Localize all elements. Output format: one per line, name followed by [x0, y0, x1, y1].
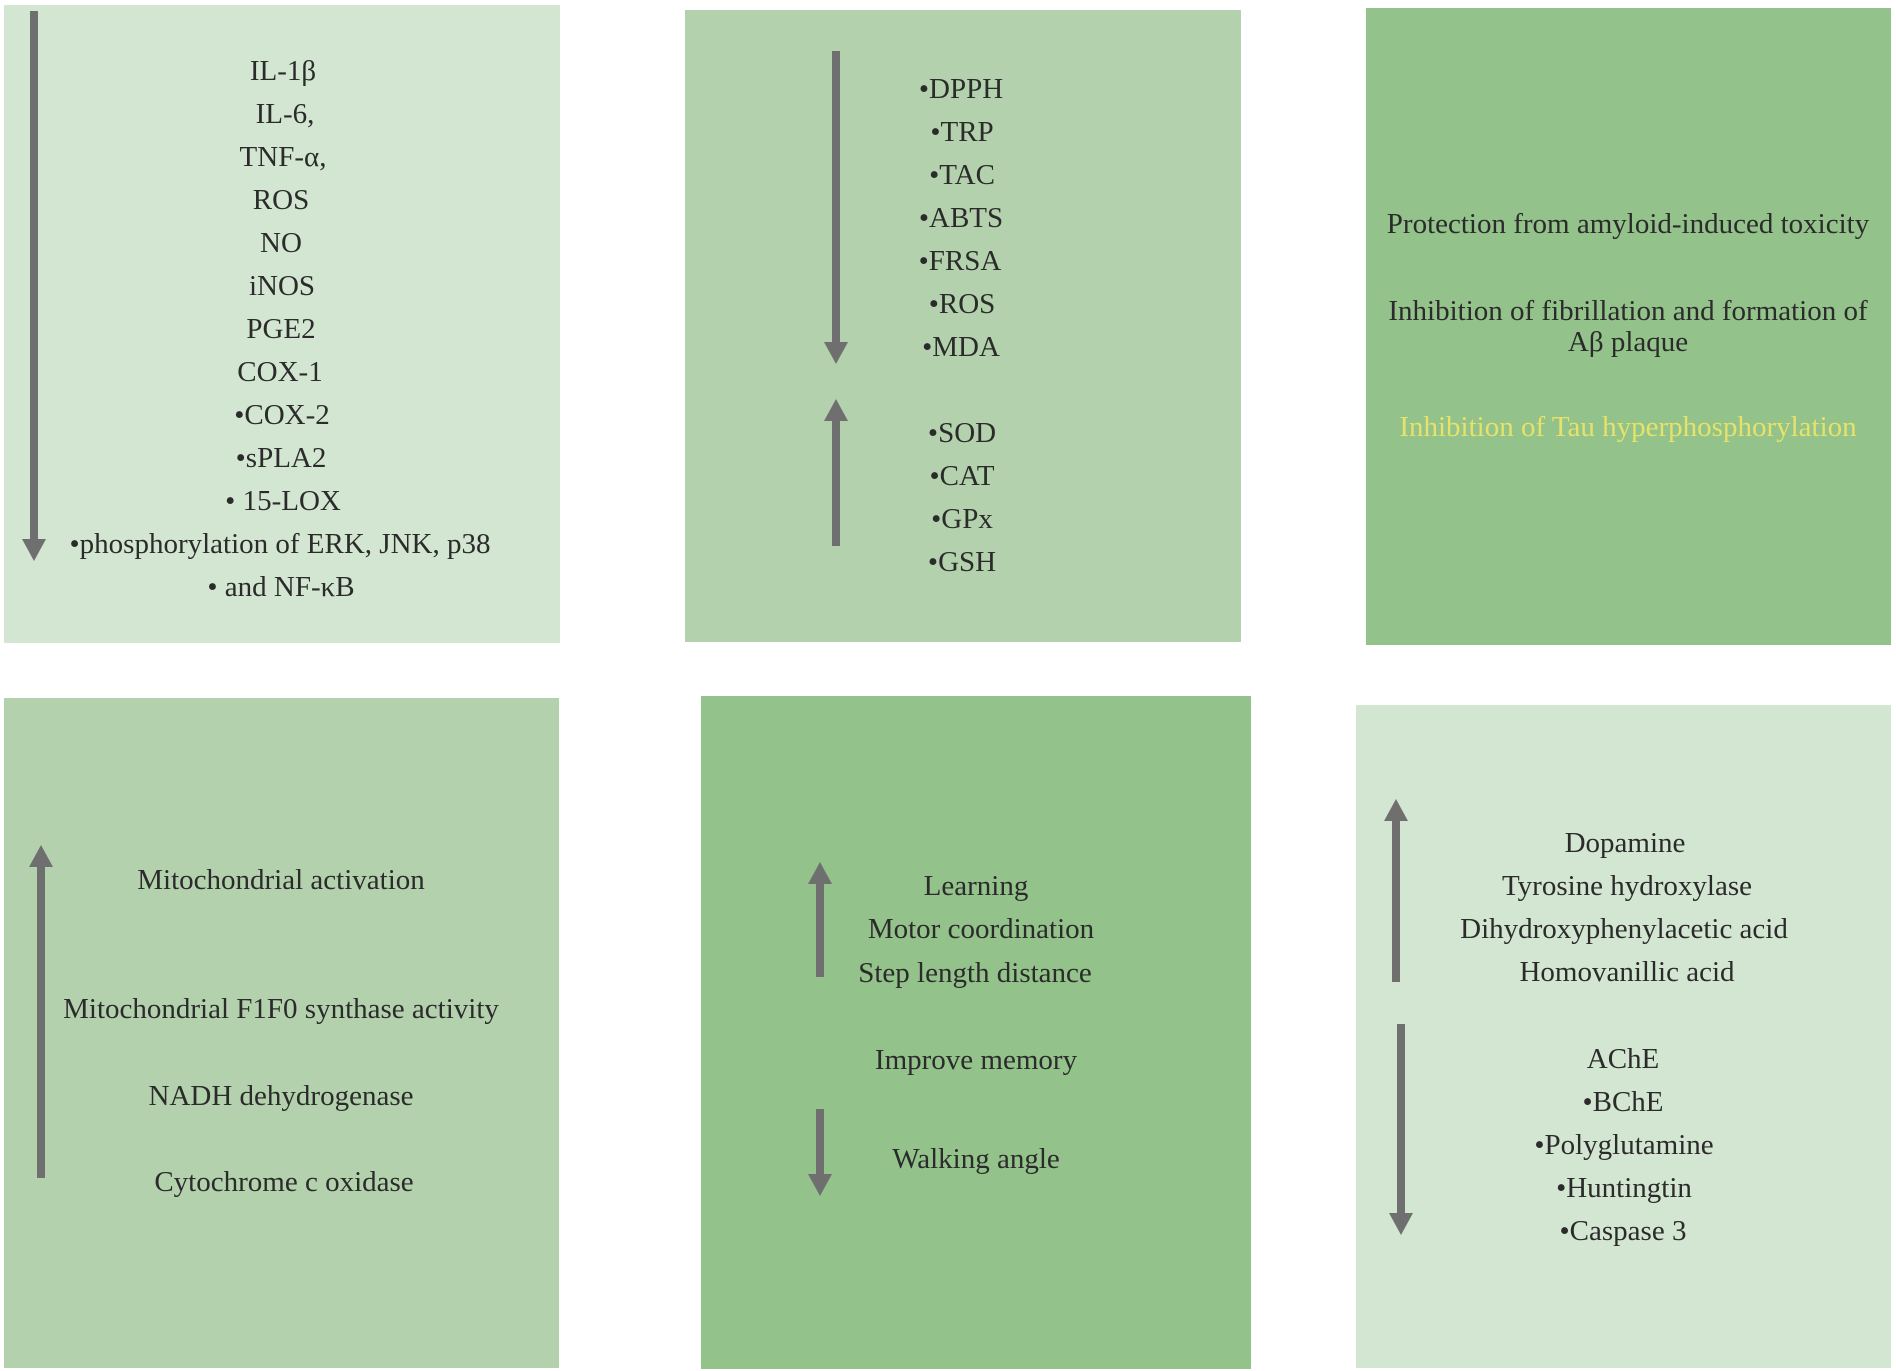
item-motor-coordination: Motor coordination — [867, 913, 1095, 945]
item-il1b: IL-1β — [249, 55, 317, 87]
item-il6: IL-6, — [255, 98, 315, 130]
item-gsh: •GSH — [927, 546, 997, 578]
panel-neurotransmitters — [1356, 705, 1891, 1368]
item-mda: •MDA — [922, 331, 1000, 363]
panel-inflammation — [4, 5, 560, 643]
item-frsa: •FRSA — [918, 245, 1002, 277]
item-dopamine: Dopamine — [1564, 827, 1686, 859]
item-dihydroxyphenylacetic-acid: Dihydroxyphenylacetic acid — [1460, 913, 1788, 945]
item-nfkb: • and NF-κB — [207, 571, 355, 603]
item-cox1: COX-1 — [237, 356, 323, 388]
down-arrow-icon — [1387, 1024, 1415, 1237]
item-no: NO — [260, 227, 302, 259]
item-tyrosine-hydroxylase: Tyrosine hydroxylase — [1501, 870, 1753, 902]
down-arrow-icon — [20, 11, 48, 563]
item-mito-activation: Mitochondrial activation — [137, 864, 425, 896]
up-arrow-icon — [806, 862, 834, 979]
item-phosphorylation: •phosphorylation of ERK, JNK, p38 — [69, 528, 491, 560]
down-arrow-icon — [806, 1109, 834, 1198]
down-arrow-icon — [822, 51, 850, 366]
up-arrow-icon — [822, 399, 850, 548]
panel-mitochondria — [4, 698, 559, 1368]
item-gpx: •GPx — [931, 503, 993, 535]
item-sod: •SOD — [927, 417, 997, 449]
item-f1f0-synthase: Mitochondrial F1F0 synthase activity — [63, 993, 499, 1025]
up-arrow-icon — [1382, 799, 1410, 984]
item-15lox: • 15-LOX — [225, 485, 341, 517]
item-pge2: PGE2 — [246, 313, 316, 345]
panel-oxidative-stress — [685, 10, 1241, 642]
panel-amyloid — [1366, 8, 1891, 645]
item-improve-memory: Improve memory — [874, 1044, 1078, 1076]
item-abeta-plaque: Aβ plaque — [1567, 326, 1689, 358]
item-cytochrome-c-oxidase: Cytochrome c oxidase — [154, 1166, 414, 1198]
item-cox2: •COX-2 — [234, 399, 330, 431]
item-caspase-3: •Caspase 3 — [1559, 1215, 1687, 1247]
item-nadh-dehydrogenase: NADH dehydrogenase — [148, 1080, 414, 1112]
item-step-length: Step length distance — [858, 957, 1092, 989]
item-trp: •TRP — [930, 116, 994, 148]
item-tau-inhibition: Inhibition of Tau hyperphosphorylation — [1399, 411, 1857, 443]
item-ros: ROS — [252, 184, 310, 216]
item-polyglutamine: •Polyglutamine — [1534, 1129, 1714, 1161]
item-bche: •BChE — [1582, 1086, 1664, 1118]
panel-behavior — [701, 696, 1251, 1369]
item-amyloid-protection: Protection from amyloid-induced toxicity — [1386, 208, 1870, 240]
item-inos: iNOS — [248, 270, 316, 302]
item-fibrillation-inhibition: Inhibition of fibrillation and formation of — [1388, 295, 1868, 327]
item-ros: •ROS — [928, 288, 996, 320]
item-ache: AChE — [1586, 1043, 1660, 1075]
item-homovanillic-acid: Homovanillic acid — [1519, 956, 1735, 988]
item-dpph: •DPPH — [918, 73, 1004, 105]
item-spla2: •sPLA2 — [235, 442, 327, 474]
up-arrow-icon — [27, 845, 55, 1180]
item-abts: •ABTS — [918, 202, 1004, 234]
item-cat: •CAT — [929, 460, 995, 492]
item-huntingtin: •Huntingtin — [1556, 1172, 1692, 1204]
item-tac: •TAC — [929, 159, 995, 191]
item-learning: Learning — [923, 870, 1029, 902]
item-walking-angle: Walking angle — [892, 1143, 1060, 1175]
item-tnfa: TNF-α, — [239, 141, 327, 173]
